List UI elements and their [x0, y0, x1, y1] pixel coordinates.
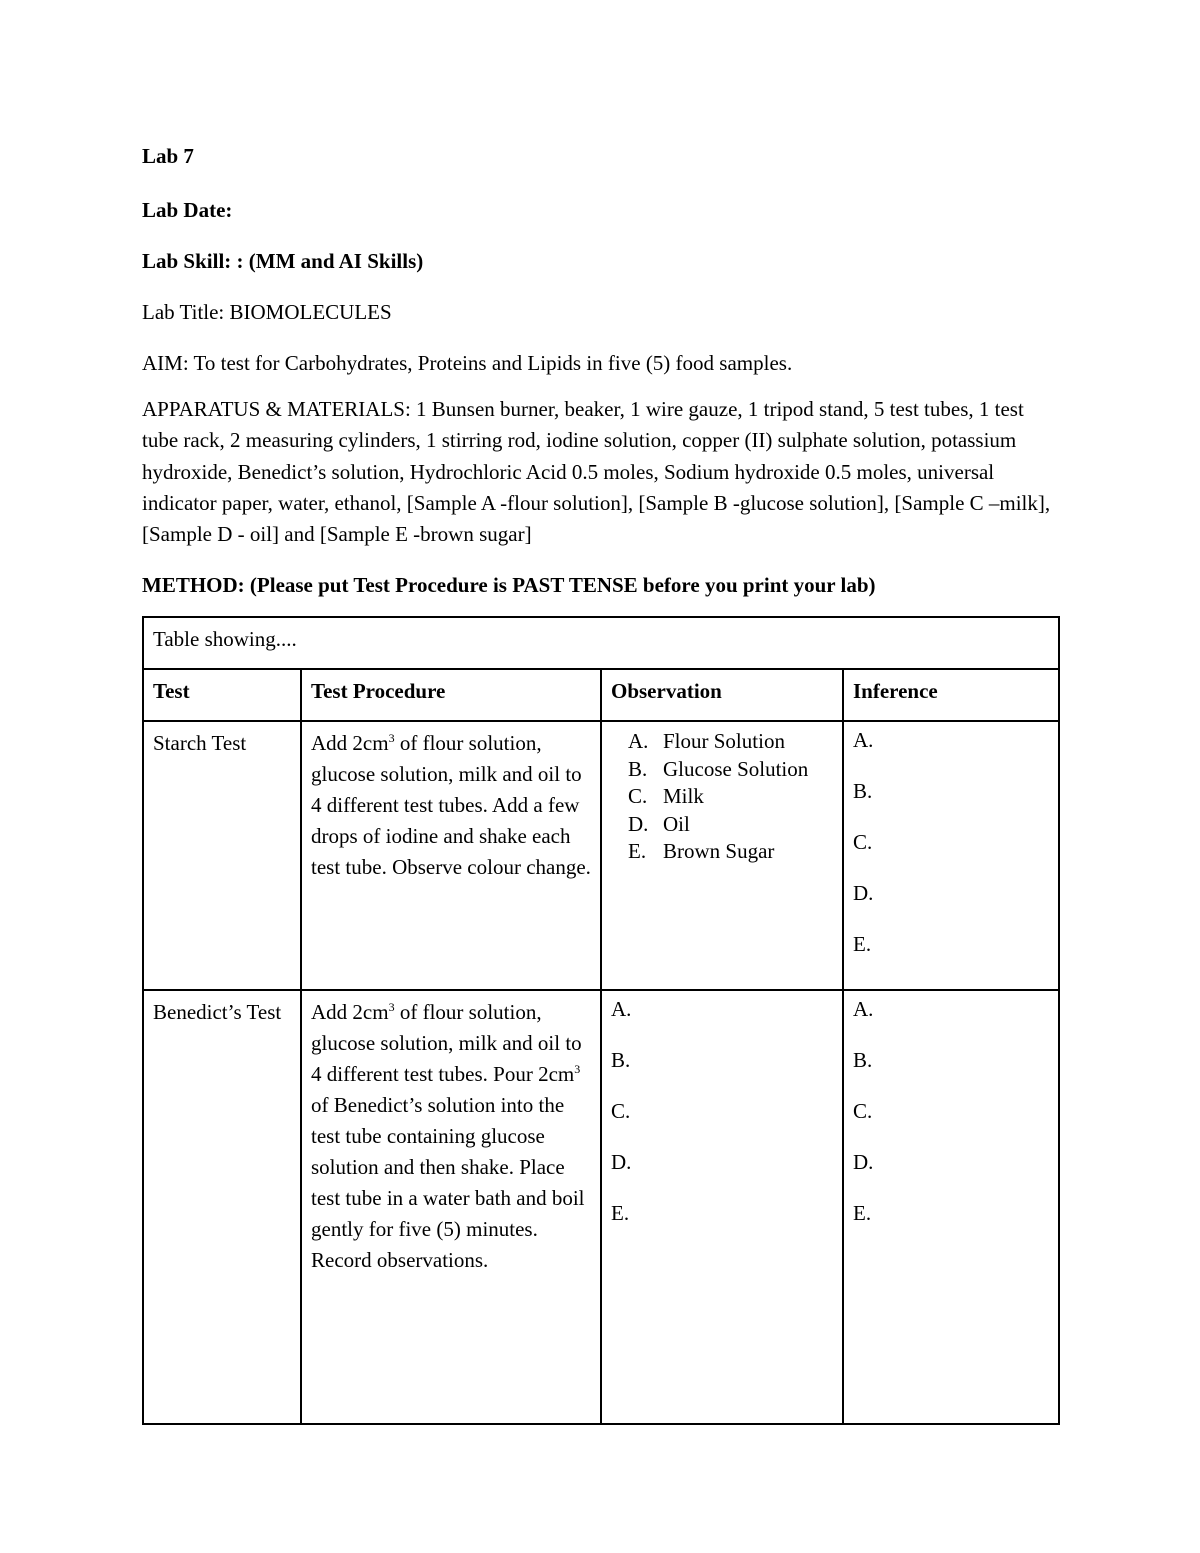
- list-item: C. Milk: [628, 784, 704, 808]
- lab-title: Lab Title: BIOMOLECULES: [142, 300, 392, 324]
- list-item: C.: [611, 1099, 631, 1123]
- col-header-test: Test: [143, 669, 301, 721]
- col-header-observation: Observation: [601, 669, 843, 721]
- list-item: E.: [853, 1201, 872, 1225]
- table-row-benedict: [143, 990, 1059, 1424]
- starch-procedure-text-1: Add 2cm: [311, 731, 389, 755]
- list-item: E.: [611, 1201, 630, 1225]
- list-item: D. Oil: [628, 811, 690, 836]
- lab-date: Lab Date:: [142, 198, 233, 222]
- benedict-inferences: [843, 990, 1059, 1424]
- benedict-procedure-text-3: of Benedict’s solution into the test tube containing glucose solution and then shake. Place test tube in a water bath and boil gently for five (5) minutes. Record observations.: [311, 1093, 585, 1272]
- benedict-procedure-superscript-1: 3: [388, 1000, 395, 1014]
- apparatus-materials: APPARATUS & MATERIALS: 1 Bunsen burner, beaker, 1 wire gauze, 1 tripod stand, 5 test tubes, 1 test tube rack, 2 measuring cylinders, 1 stirring rod, iodine solution, copper (II) sulphate solution, potassium hydroxide, Benedict’s solution, Hydrochloric Acid 0.5 moles, Sodium hydroxide 0.5 moles, universal indicator paper, water, ethanol, [Sample A -flour solution], [Sample B -glucose solution], [Sample C –milk], [Sample D - oil] and [Sample E -brown sugar]: [142, 397, 1051, 547]
- benedict-procedure-superscript-2: 3: [574, 1062, 581, 1076]
- list-item: B.: [853, 779, 873, 803]
- list-item: B.: [853, 1048, 873, 1072]
- col-header-procedure: Test Procedure: [301, 669, 601, 721]
- starch-observations: [601, 721, 843, 990]
- starch-procedure: [301, 721, 601, 990]
- list-item: C.: [853, 830, 873, 854]
- benedict-observations: [601, 990, 843, 1424]
- starch-procedure-text-2: of flour solution, glucose solution, milk and oil to 4 different test tubes. Add a few drops of iodine and shake each test tube. Observe colour change.: [311, 731, 591, 879]
- table-row-starch: [143, 721, 1059, 990]
- list-item: D.: [853, 1150, 874, 1174]
- method-heading: METHOD: (Please put Test Procedure is PAST TENSE before you print your lab): [142, 573, 876, 597]
- col-header-inference: Inference: [843, 669, 1059, 721]
- list-item: C.: [853, 1099, 873, 1123]
- table-caption-row: [143, 617, 1059, 669]
- list-item: E.: [853, 932, 872, 956]
- lab-table: [142, 616, 1060, 1425]
- starch-test-name: Starch Test: [143, 721, 301, 990]
- list-item: A.: [853, 997, 874, 1021]
- lab-number: Lab 7: [142, 144, 194, 168]
- list-item: B. Glucose Solution: [628, 756, 809, 781]
- starch-procedure-superscript: 3: [388, 731, 395, 745]
- aim: AIM: To test for Carbohydrates, Proteins and Lipids in five (5) food samples.: [142, 351, 793, 375]
- benedict-procedure: [301, 990, 601, 1424]
- list-item: D.: [853, 881, 874, 905]
- benedict-test-name: Benedict’s Test: [143, 990, 301, 1424]
- benedict-procedure-text-1: Add 2cm: [311, 1000, 389, 1024]
- list-item: A.: [611, 997, 632, 1021]
- list-item: D.: [611, 1150, 632, 1174]
- starch-observation-list: [611, 728, 834, 866]
- table-header-row: [143, 669, 1059, 721]
- table-caption: Table showing....: [143, 617, 1059, 669]
- list-item: E. Brown Sugar: [628, 839, 775, 863]
- list-item: A.: [853, 728, 874, 752]
- list-item: B.: [611, 1048, 631, 1072]
- benedict-procedure-text-2: of flour solution, glucose solution, milk and oil to 4 different test tubes. Pour 2cm: [311, 1000, 582, 1086]
- lab-skill: Lab Skill: : (MM and AI Skills): [142, 249, 424, 273]
- starch-inferences: [843, 721, 1059, 990]
- list-item: A. Flour Solution: [628, 729, 785, 753]
